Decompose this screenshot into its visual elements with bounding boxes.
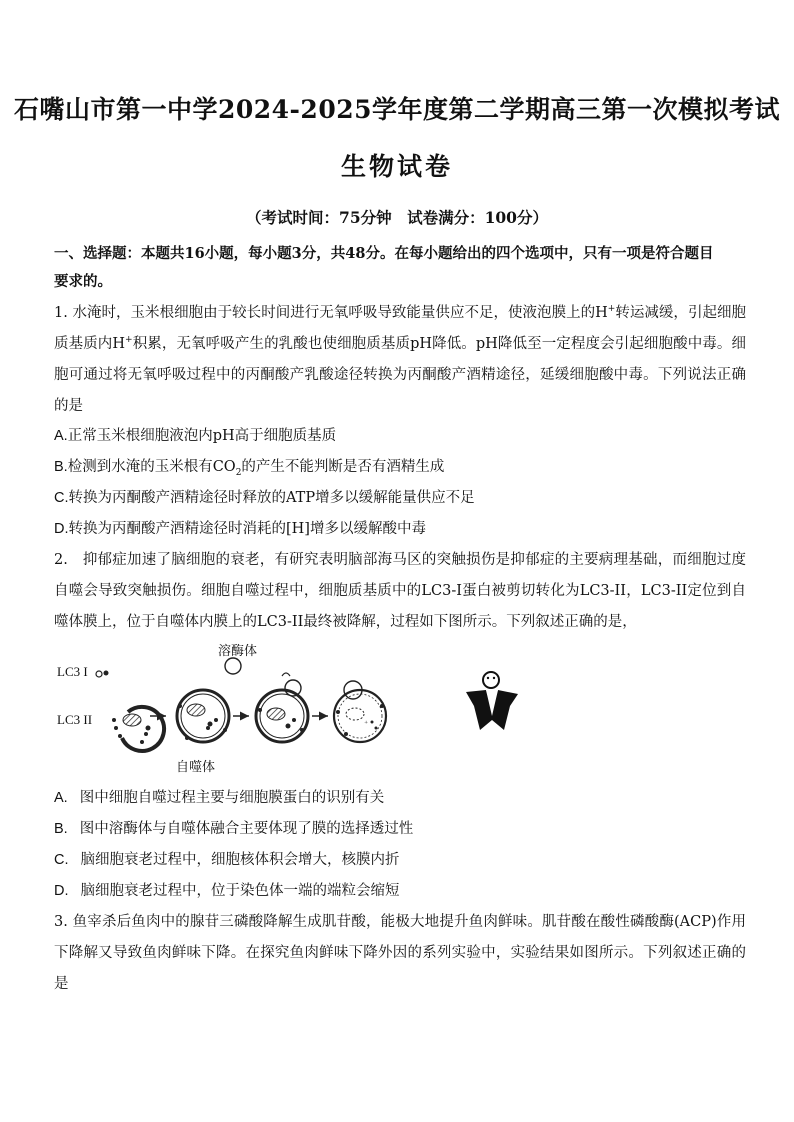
- option-text: 脑细胞衰老过程中，位于染色体一端的端粒会缩短: [80, 883, 400, 899]
- exam-title: 石嘴山市第一中学2024-2025学年度第二学期高三第一次模拟考试: [13, 95, 781, 124]
- option-text: 图中细胞自噬过程主要与细胞膜蛋白的识别有关: [79, 790, 385, 806]
- organelle: [123, 714, 141, 726]
- option-text: 脑细胞衰老过程中，细胞核体积会增大，核膜内折: [80, 852, 400, 868]
- label-lc3ii: LC3 II: [57, 712, 93, 727]
- section-heading-line2: 要求的。: [54, 273, 112, 290]
- section-heading: [54, 240, 754, 296]
- option-letter: B.: [54, 459, 68, 475]
- question-3-stem: 3. 鱼宰杀后鱼肉中的腺苷三磷酸降解生成肌苷酸，能极大地提升鱼肉鲜味。肌苷酸在酸性磷酸酶(ACP)作用下降解又导致鱼肉鲜味下降。在探究鱼肉鲜味下降外因的系列实验中，实验结果如图所示。下列叙述正确的是: [54, 914, 746, 992]
- lc3i-dot: [104, 671, 109, 676]
- label-lc3i: LC3 I: [57, 664, 88, 679]
- autolysosome: [334, 690, 386, 742]
- q2-option-c: [54, 850, 746, 870]
- q1-sup: +: [125, 335, 133, 346]
- q1-option-b: [54, 457, 746, 477]
- option-letter: C.: [54, 490, 69, 506]
- option-letter: D.: [54, 521, 69, 537]
- q1-stem-part: 积累，无氧呼吸产生的乳酸也使细胞质基质pH降低。pH降低至一定程度会引起细胞酸中毒。细胞可通过将无氧呼吸过程中的丙酮酸产乳酸途径转换为丙酮酸产酒精途径，延缓细胞酸中毒。下列说法正确的是: [54, 336, 746, 414]
- subject-title: 生物试卷: [340, 152, 453, 181]
- q1-option-d: [54, 519, 746, 539]
- lysosome: [225, 658, 241, 674]
- q2-option-b: [54, 819, 746, 839]
- autophagy-figure: [50, 630, 530, 780]
- option-text: 正常玉米根细胞液泡内pH高于细胞质基质: [67, 428, 337, 444]
- lc3i-dot: [96, 671, 102, 677]
- q1-option-a: [54, 426, 746, 446]
- option-sub: 2: [235, 467, 242, 478]
- autophagosome: [177, 690, 229, 742]
- exam-info: （考试时间：75分钟 试卷满分：100分）: [246, 208, 548, 227]
- option-text: 检测到水淹的玉米根有CO: [67, 459, 236, 475]
- option-letter: A.: [54, 790, 68, 806]
- option-letter: C.: [54, 852, 69, 868]
- option-letter: D.: [54, 883, 69, 899]
- q1-option-c: [54, 488, 746, 508]
- q2-option-a: [54, 788, 746, 808]
- option-text: 的产生不能判断是否有酒精生成: [241, 459, 445, 475]
- label-autophagosome: 自噬体: [176, 759, 216, 774]
- option-text: 图中溶酶体与自噬体融合主要体现了膜的选择透过性: [79, 821, 414, 837]
- section-heading-line1: 一、选择题：本题共16小题，每小题3分，共48分。在每小题给出的四个选项中，只有一项是符合题目: [54, 245, 714, 262]
- q1-stem-part: 1. 水淹时，玉米根细胞由于较长时间进行无氧呼吸导致能量供应不足，使液泡膜上的H: [54, 305, 608, 321]
- option-letter: B.: [54, 821, 68, 837]
- question-2-stem: 2. 抑郁症加速了脑细胞的衰老，有研究表明脑部海马区的突触损伤是抑郁症的主要病理基础，而细胞过度自噬会导致突触损伤。细胞自噬过程中，细胞质基质中的LC3-I蛋白被剪切转化为LC3-II，LC3-II定位到自噬体膜上，位于自噬体内膜上的LC3-II最终被降解，过程如下图所示。下列叙述正确的是，: [54, 552, 746, 630]
- q1-sup: +: [607, 304, 616, 315]
- phagophore: [122, 707, 164, 751]
- option-text: 转换为丙酮酸产酒精途径时释放的ATP增多以缓解能量供应不足: [68, 490, 475, 506]
- q1-stem-part: 转运减缓，引起细胞质基质内H: [54, 305, 746, 352]
- label-lysosome: 溶酶体: [218, 643, 258, 658]
- option-letter: A.: [54, 428, 68, 444]
- q2-option-d: [54, 881, 746, 901]
- svg-text:⁺: ⁺: [364, 719, 369, 728]
- question-1-stem: [54, 298, 746, 422]
- autophagy-diagram: [50, 630, 530, 780]
- option-text: 转换为丙酮酸产酒精途径时消耗的[H]增多以缓解酸中毒: [68, 521, 426, 537]
- decorative-figure: [464, 666, 522, 732]
